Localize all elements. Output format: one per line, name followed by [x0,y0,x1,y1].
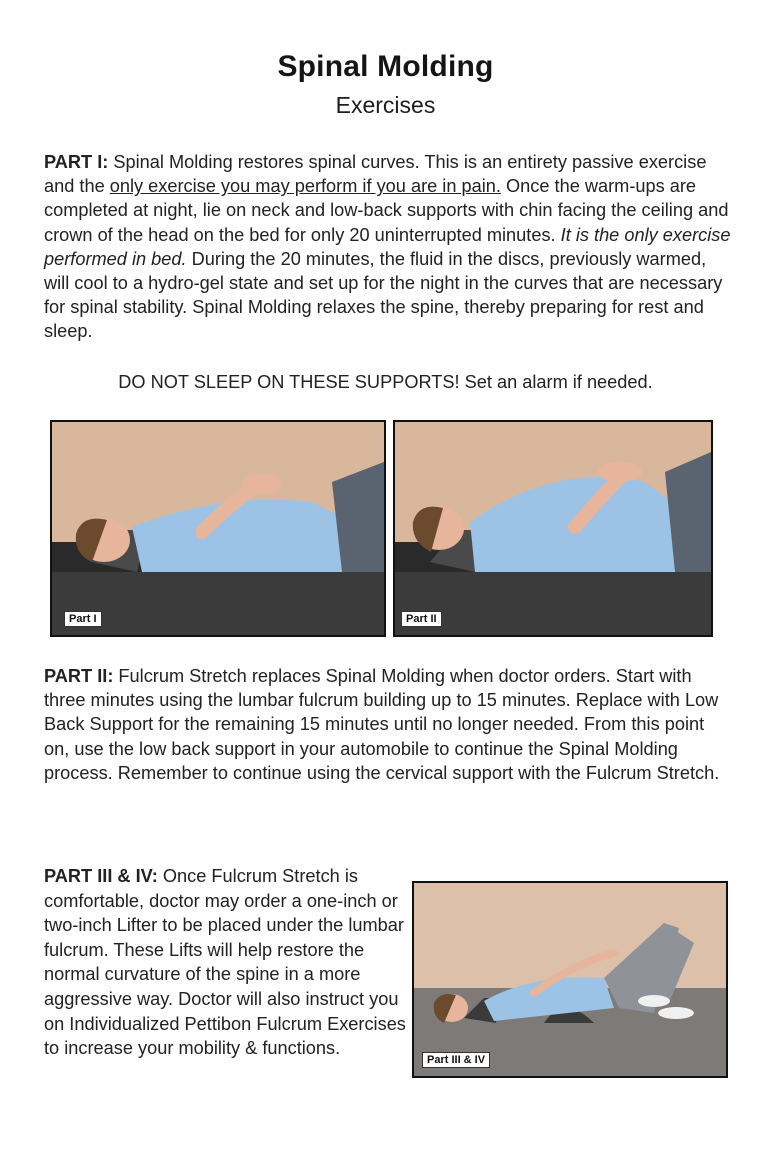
photo-part-2-caption: Part II [401,611,442,627]
part-1-underlined-text: only exercise you may perform if you are in pain. [109,176,501,197]
part-1-text-a: Spinal Molding restores spinal curves. This is an entirety passive exercise and the [44,152,707,197]
part-3-4-paragraph [44,864,412,1061]
photo-part-3-4-caption: Part III & IV [422,1052,490,1068]
page-title: Spinal Molding [277,50,494,83]
photo-part-1 [50,420,386,637]
photo-part-1-caption: Part I [64,611,102,627]
photo-part-3-4-illustration [414,883,726,1076]
part-1-text-c: During the 20 minutes, the fluid in the discs, previously warmed, will cool to a hydro-gel state and set up for the night in the curves that are necessary for spinal stability. Spinal Molding relaxes the spine, thereby preparing for rest and sleep. [44,248,723,342]
part-1-paragraph [44,150,734,344]
part-2-paragraph [44,664,724,785]
photo-part-2-illustration [395,422,711,635]
sleep-warning: DO NOT SLEEP ON THESE SUPPORTS! Set an alarm if needed. [118,372,653,392]
part-1-lead: PART I: [44,152,109,172]
photo-part-1-illustration [52,422,384,635]
part-2-lead: PART II: [44,666,114,686]
part-1-italic-text: It is the only exercise performed in bed. [44,224,731,269]
part-3-4-text: Once Fulcrum Stretch is comfortable, doctor may order a one-inch or two-inch Lifter to be placed under the lumbar fulcrum. These Lifts will help restore the normal curvature of the spine in a more aggressive way. Doctor will also instruct you on Individualized Pettibon Fulcrum Exercises to increase your mobility & functions. [44,866,406,1059]
part-2-text: Fulcrum Stretch replaces Spinal Molding when doctor orders. Start with three minutes using the lumbar fulcrum building up to 15 minutes. Replace with Low Back Support for the remaining 15 minutes until no longer needed. From this point on, use the low back support in your automobile to continue the Spinal Molding process. Remember to continue using the cervical support with the Fulcrum Stretch. [44,666,720,783]
photo-part-3-4 [412,881,728,1078]
photo-part-2 [393,420,713,637]
page-subtitle: Exercises [335,92,436,118]
part-3-4-lead: PART III & IV: [44,866,158,886]
part-1-text-b: Once the warm-ups are completed at night, lie on neck and low-back supports with chin facing the ceiling and crown of the head on the bed for only 20 uninterrupted minutes. [44,176,729,245]
